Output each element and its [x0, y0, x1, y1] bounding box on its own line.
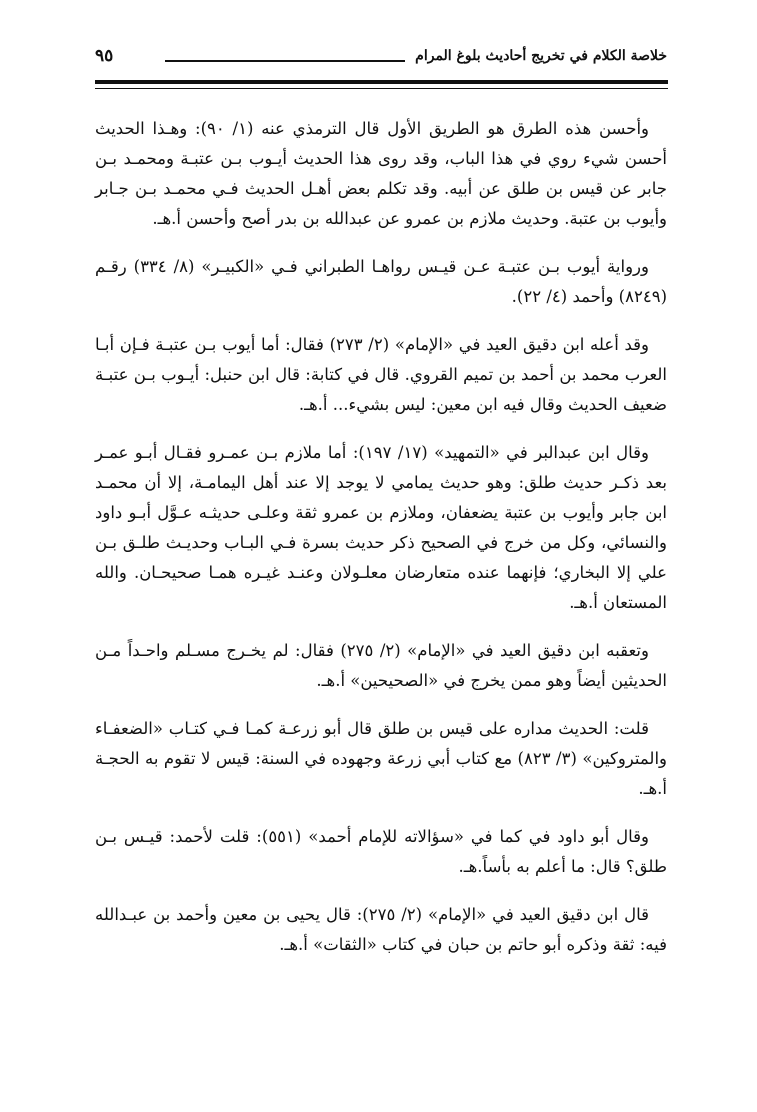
page-header [95, 44, 667, 74]
paragraph: قال ابن دقيق العيد في «الإمام» (٢/ ٢٧٥): قال يحيى بن معين وأحمد بن عبـدالله فيه: ثقة وذكره أبو حاتم بن حبان في كتاب «الثقات» أ.هـ. [95, 905, 667, 954]
paragraph: وأحسن هذه الطرق هو الطريق الأول قال الترمذي عنه (١/ ٩٠): وهـذا الحديث أحسن شيء روي في هذا الباب، وقد روى هذا الحديث أيـوب بـن عتبـة ومحمـد بـن جابر عن قيس بن طلق عن أبيه. وقد تكلم بعض أهـل الحديث فـي محمـد بـن جـابر وأيوب بن عتبة. وحديث ملازم بن عمرو عن عبدالله بن بدر أصح وأحسن أ.هـ. [95, 119, 667, 228]
paragraph: وقد أعله ابن دقيق العيد في «الإمام» (٢/ ٢٧٣) فقال: أما أيوب بـن عتبـة فـإن أبـا العرب محمد بن أحمد بن تميم القروي. قال في كتابة: قال ابن حنبل: أيـوب بـن عتبـة ضعيف الحديث وقال فيه ابن معين: ليس بشيء... أ.هـ. [95, 335, 667, 414]
paragraph: ورواية أيوب بـن عتبـة عـن قيـس رواهـا الطبراني فـي «الكبيـر» (٨/ ٣٣٤) رقـم (٨٢٤٩) وأحمد (٤/ ٢٢). [95, 257, 667, 306]
paragraph: وقال أبو داود في كما في «سؤالاته للإمام أحمد» (٥٥١): قلت لأحمد: قيـس بـن طلق؟ قال: ما أعلم به بأساً.هـ. [95, 827, 667, 876]
header-divider-thin [95, 88, 668, 89]
header-rule [165, 60, 405, 62]
running-title: خلاصة الكلام في تخريج أحاديث بلوغ المرام [415, 48, 667, 64]
page-number: ٩٥ [95, 46, 114, 66]
header-divider-thick [95, 80, 668, 84]
body-text [95, 114, 667, 978]
paragraph: قلت: الحديث مداره على قيس بن طلق قال أبو زرعـة كمـا فـي كتـاب «الضعفـاء والمتروكين» (٣/ ٨٢٣) مع كتاب أبي زرعة وجهوده في السنة: قيس لا تقوم به الحجـة أ.هـ. [95, 719, 668, 798]
paragraph: وتعقبه ابن دقيق العيد في «الإمام» (٢/ ٢٧٥) فقال: لم يخـرج مسـلم واحـداً مـن الحديثين أيضاً وهو ممن يخرج في «الصحيحين» أ.هـ. [95, 641, 667, 690]
paragraph: وقال ابن عبدالبر في «التمهيد» (١٧/ ١٩٧): أما ملازم بـن عمـرو فقـال أبـو عمـر بعد ذكـر حديث طلق: وهو حديث يمامي لا يوجد إلا عند أهل اليمامـة، إلا أن محمـد ابن جابر وأيوب بن عتبة يضعفان، وملازم بن عمرو ثقة وعلـى حديثـه عـوَّل أبـو داود والنسائي، وكل من خرج في الصحيح ذكر حديث بسرة فـي البـاب وحديـث طلـق بـن علي إلا البخاري؛ فإنهما عنده متعارضان معلـولان وعنـد غيـره همـا صحيحـان. والله المستعان أ.هـ. [95, 443, 667, 612]
